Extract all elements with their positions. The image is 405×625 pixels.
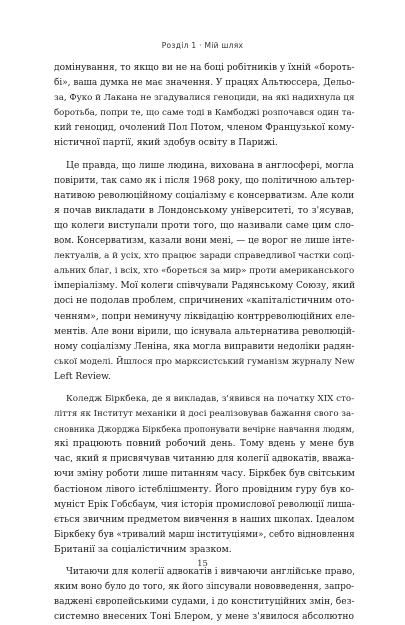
text-line: ючи зміну роботи лише питанням часу. Біркбек був світським	[54, 469, 355, 480]
text-line: Читаючи для колегії адвокатів і вивчаючи англійське право,	[66, 567, 356, 577]
text-line: альних благ, і всіх, хто «бореться за мир» проти американського	[54, 266, 355, 277]
text-line: ментів. Але вони вірили, що існувала альтернатива революцій-	[54, 326, 355, 337]
text-line: імперіалізму. Мої колеги співчували Радянському Союзу, який	[54, 281, 356, 292]
text-line: системно внесених Тоні Блером, у мене з'явилося абсолютно	[54, 612, 354, 623]
paragraph-2	[54, 159, 354, 385]
text-line: Біркбеку був «тривалий марш інституціями», себто відновлення	[54, 529, 355, 540]
paragraph-4	[54, 565, 354, 625]
text-line: ваджені європейськими судами, і до конституційних змін, без-	[54, 597, 355, 608]
text-line: повірити, так само як і після 1968 року, що політичною альтер-	[54, 175, 355, 186]
text-line: я почав викладати в Лондонському університеті, то з'ясував,	[54, 205, 354, 216]
text-line: Британії за соціалістичним зразком.	[54, 544, 232, 555]
text-line: яким воно було до того, як його зіпсували нововведення, запро-	[54, 582, 355, 593]
text-line: ється звичним предметом вивчення в наших школах. Ідеалом	[54, 514, 355, 525]
text-line: муніст Ерік Гобсбаум, чия історія промислової революції лиша-	[54, 499, 355, 510]
text-line: вом. Консерватизм, казали вони мені, — це ворог не лише інте-	[54, 236, 355, 247]
text-line: ліття як Інститут механіки й досі реалізовував бажання свого за-	[54, 409, 355, 420]
text-line: сновника Джорджа Біркбека пропонувати вечірнє навчання людям,	[54, 424, 355, 435]
page-body	[54, 61, 354, 625]
text-line: які працюють повний робочий день. Тому вдень у мене був	[54, 439, 354, 450]
text-line: Коледж Біркбека, де я викладав, з'явився на початку XIX сто-	[66, 393, 355, 404]
text-line: час, який я присвячував читанню для колегії адвокатів, вважа-	[54, 454, 355, 465]
text-line: Це правда, що лише людина, вихована в англосфері, могла	[66, 160, 354, 171]
text-line: Left Review.	[54, 371, 111, 382]
text-line: ської моделі. Йшлося про марксистський гуманізм журналу New	[54, 356, 355, 367]
text-line: досі не подолав проблем, спричинених «капіталістичним ото-	[54, 296, 355, 307]
text-line: кий геноцид, очолений Пол Потом, членом Французької кому-	[54, 123, 355, 134]
text-line: боротьба, попри те, що саме тоді в Камбоджі розпочався один та-	[54, 108, 355, 119]
text-line: лектуалів, а й усіх, хто працює заради справедливої частки соці-	[54, 251, 355, 262]
running-header: Розділ 1 · Мій шлях	[161, 41, 244, 50]
text-line: ному соціалізму Леніна, яка могла виправити недоліки радян-	[54, 341, 355, 352]
text-line: ченням», попри неминучу ліквідацію контрреволюційних еле-	[54, 311, 355, 322]
text-line: бі», ваша думка не має значення. У працях Альтюссера, Дельо-	[54, 78, 355, 89]
paragraph-3	[54, 392, 354, 558]
text-line: бастіоном лівого істеблішменту. Його провідним гуру був ко-	[54, 484, 354, 495]
text-line: домінування, то якщо ви не на боці робітників у їхній «бороть-	[54, 63, 355, 73]
text-line: нативою революційному соціалізму є консерватизм. Але коли	[54, 190, 355, 201]
text-line: за, Фуко й Лакана не згадувалися геноциди, на які надихнула ця	[54, 93, 355, 104]
text-line: що колеги виступали проти того, що називали саме цим сло-	[54, 220, 354, 231]
text-line: ністичної партії, який здобув освіту в Парижі.	[54, 138, 278, 149]
page-number: 15	[197, 559, 208, 569]
paragraph-1	[54, 61, 354, 152]
